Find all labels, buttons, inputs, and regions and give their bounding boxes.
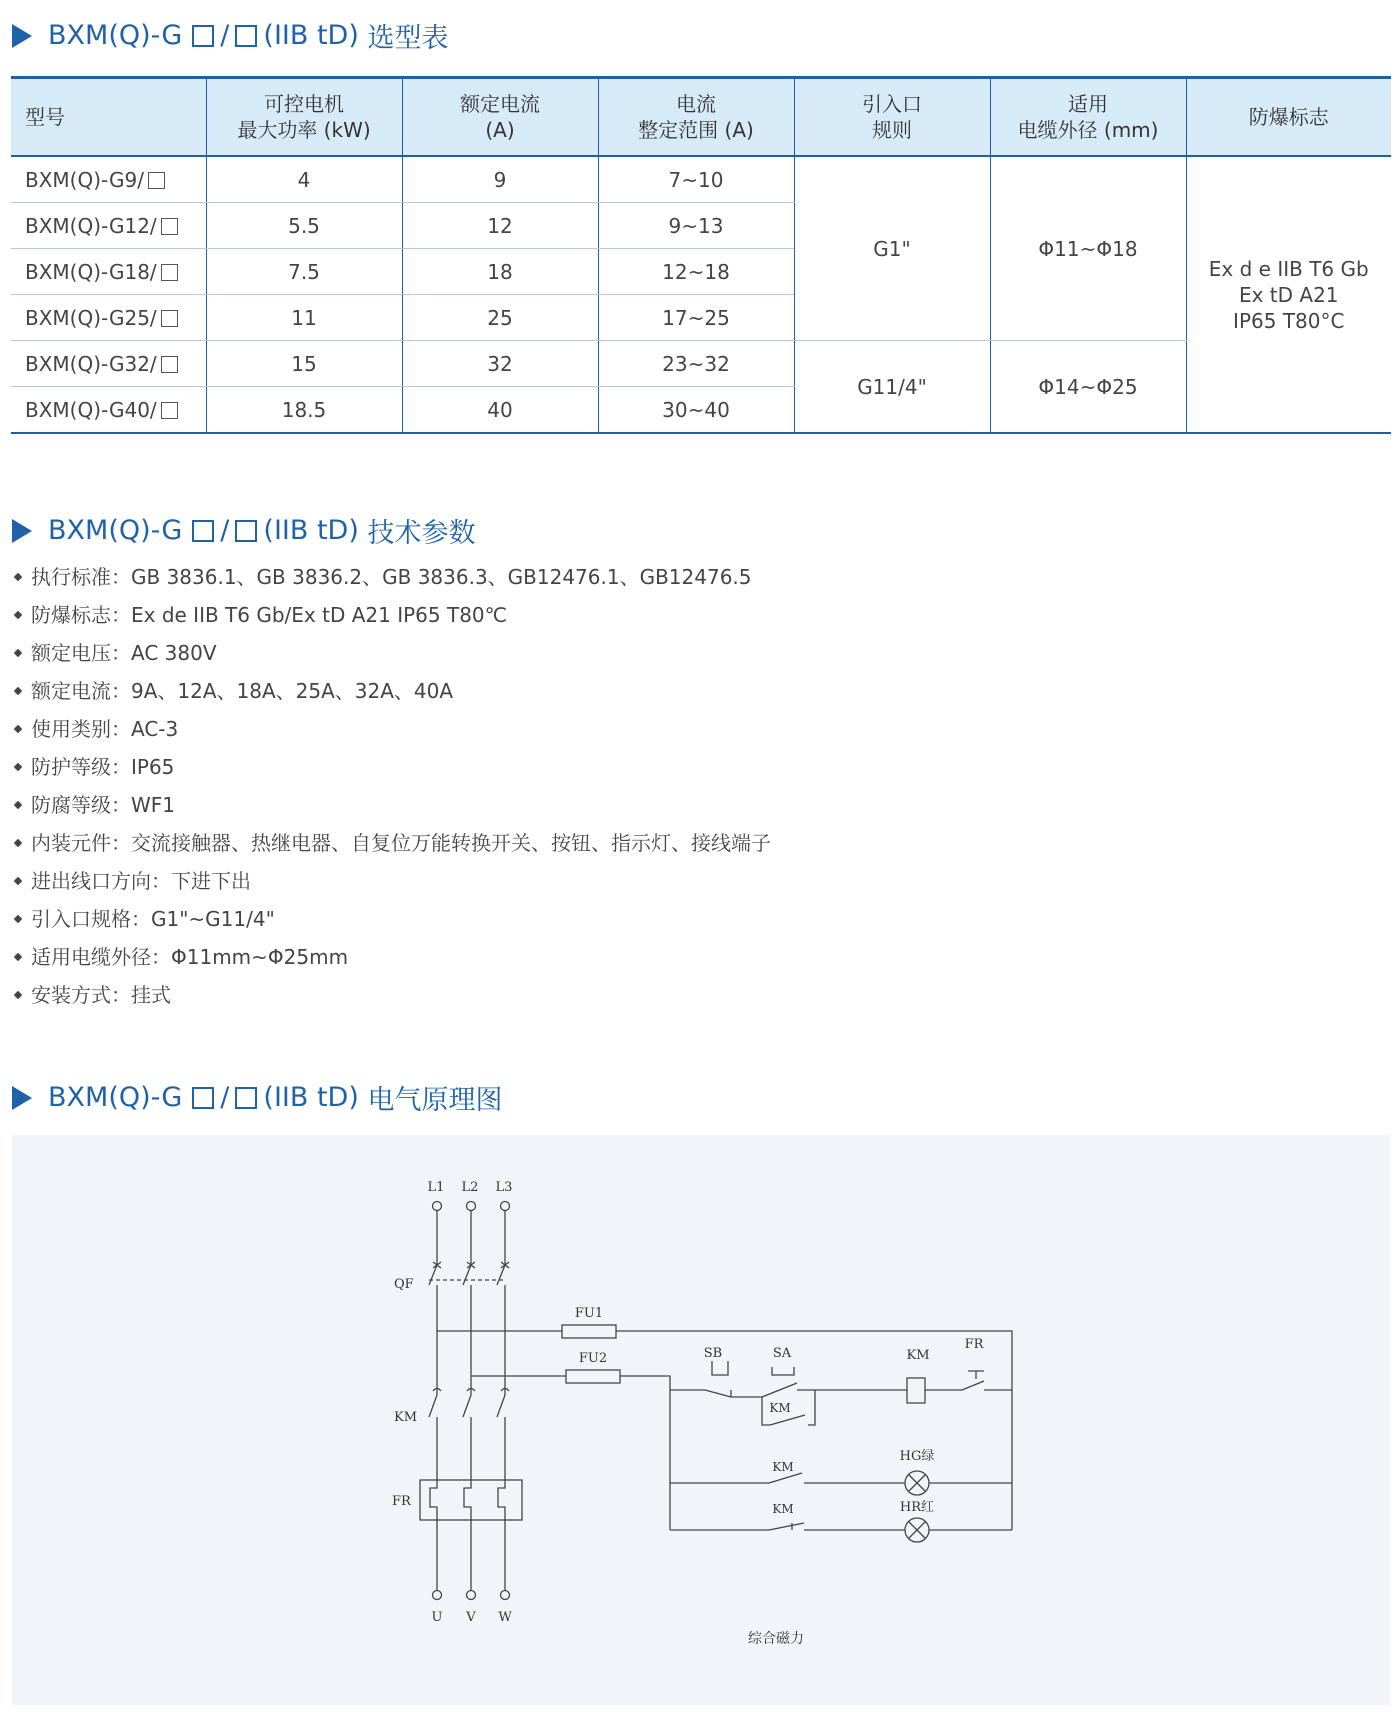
- cell-model: BXM(Q)-G9/: [11, 156, 206, 203]
- km-aux-contact: [770, 1415, 805, 1425]
- diamond-bullet-icon: [14, 611, 22, 619]
- title-text: 选型表: [367, 23, 449, 54]
- header-marking: 防爆标志: [1186, 78, 1391, 157]
- diamond-bullet-icon: [14, 991, 22, 999]
- km-main-contacts: [429, 1395, 505, 1417]
- label-l1: L1: [427, 1180, 445, 1195]
- title-model: BXM(Q)-G: [48, 515, 183, 546]
- lamp-red-cross: [909, 1522, 925, 1538]
- cell-range: 23~32: [598, 341, 794, 387]
- header-current: 额定电流 (A): [402, 78, 598, 157]
- header-model: 型号: [11, 78, 206, 157]
- fr-nc-contact: [962, 1371, 984, 1390]
- cell-model: BXM(Q)-G40/: [11, 387, 206, 434]
- label-v: V: [466, 1610, 476, 1625]
- wire-phase-low: [437, 1417, 505, 1480]
- cell-current: 32: [402, 341, 598, 387]
- diamond-bullet-icon: [14, 687, 22, 695]
- lamp-green-cross: [909, 1475, 925, 1491]
- terminal-l3: [501, 1202, 510, 1211]
- terminal-v: [467, 1591, 476, 1600]
- sb-button: [705, 1361, 731, 1397]
- table-header-row: [11, 78, 1391, 157]
- diamond-bullet-icon: [14, 573, 22, 581]
- list-item: 适用电缆外径：Φ11mm~Φ25mm: [12, 938, 771, 976]
- placeholder-box-icon: [161, 264, 178, 281]
- placeholder-box-icon: [192, 25, 214, 47]
- cell-model: BXM(Q)-G32/: [11, 341, 206, 387]
- table-row: [11, 156, 1391, 203]
- cell-range: 9~13: [598, 203, 794, 249]
- cell-range: 7~10: [598, 156, 794, 203]
- cell-model: BXM(Q)-G25/: [11, 295, 206, 341]
- placeholder-box-icon: [148, 172, 165, 189]
- label-hg: HG绿: [899, 1449, 935, 1464]
- list-item: 防爆标志：Ex de IIB T6 Gb/Ex tD A21 IP65 T80℃: [12, 596, 771, 634]
- label-qf: QF: [394, 1277, 414, 1292]
- label-km-main: KM: [394, 1410, 418, 1425]
- diamond-bullet-icon: [14, 839, 22, 847]
- placeholder-box-icon: [192, 520, 214, 542]
- sa-switch: [762, 1367, 797, 1397]
- cell-inlet-b: G11/4": [794, 341, 990, 434]
- label-fr: FR: [392, 1494, 411, 1509]
- cell-power: 5.5: [206, 203, 402, 249]
- wire-phase-top: [437, 1211, 505, 1265]
- fr-heaters: [430, 1480, 505, 1520]
- cell-model: BXM(Q)-G12/: [11, 203, 206, 249]
- placeholder-box-icon: [235, 1087, 257, 1109]
- selection-table: [11, 76, 1391, 434]
- diamond-bullet-icon: [14, 725, 22, 733]
- placeholder-box-icon: [235, 25, 257, 47]
- label-hr: HR红: [899, 1500, 935, 1515]
- cell-current: 40: [402, 387, 598, 434]
- placeholder-box-icon: [192, 1087, 214, 1109]
- header-power: 可控电机 最大功率 (kW): [206, 78, 402, 157]
- placeholder-box-icon: [235, 520, 257, 542]
- label-l3: L3: [495, 1180, 513, 1195]
- list-item: 防护等级：IP65: [12, 748, 771, 786]
- terminal-w: [501, 1591, 510, 1600]
- title-sep: /: [220, 515, 230, 546]
- circuit-diagram: [12, 1135, 1390, 1705]
- title-model: BXM(Q)-G: [48, 20, 183, 51]
- cell-range: 17~25: [598, 295, 794, 341]
- label-fu1: FU1: [574, 1306, 604, 1321]
- cell-current: 18: [402, 249, 598, 295]
- table-row: [11, 341, 1391, 387]
- params-list: [12, 558, 771, 1014]
- placeholder-box-icon: [161, 310, 178, 327]
- label-fu2: FU2: [578, 1351, 608, 1366]
- cell-cable-b: Φ14~Φ25: [990, 341, 1186, 434]
- cell-power: 15: [206, 341, 402, 387]
- list-item: 安装方式：挂式: [12, 976, 771, 1014]
- list-item: 额定电流：9A、12A、18A、25A、32A、40A: [12, 672, 771, 710]
- diamond-bullet-icon: [14, 649, 22, 657]
- placeholder-box-icon: [161, 402, 178, 419]
- placeholder-box-icon: [161, 218, 178, 235]
- cell-model: BXM(Q)-G18/: [11, 249, 206, 295]
- header-inlet: 引入口 规则: [794, 78, 990, 157]
- label-l2: L2: [461, 1180, 479, 1195]
- list-item: 额定电压：AC 380V: [12, 634, 771, 672]
- list-item: 执行标准：GB 3836.1、GB 3836.2、GB 3836.3、GB12476.1、GB12476.5: [12, 558, 771, 596]
- label-fr-contact: FR: [964, 1337, 984, 1352]
- cell-power: 11: [206, 295, 402, 341]
- cell-power: 4: [206, 156, 402, 203]
- cell-power: 18.5: [206, 387, 402, 434]
- section-title-selection: [12, 16, 448, 55]
- list-item: 使用类别：AC-3: [12, 710, 771, 748]
- list-item: 防腐等级：WF1: [12, 786, 771, 824]
- diamond-bullet-icon: [14, 915, 22, 923]
- km-green-contact: [769, 1473, 802, 1483]
- title-suffix: (IIB tD): [263, 20, 359, 51]
- diamond-bullet-icon: [14, 763, 22, 771]
- section-title-params: [12, 511, 475, 550]
- cell-current: 12: [402, 203, 598, 249]
- label-km-coil: KM: [906, 1348, 930, 1363]
- wire-phase-mid: [437, 1285, 505, 1395]
- list-item: 引入口规格：G1"~G11/4": [12, 900, 771, 938]
- placeholder-box-icon: [161, 356, 178, 373]
- cell-current: 25: [402, 295, 598, 341]
- label-km-aux: KM: [769, 1401, 791, 1415]
- list-item: 内装元件：交流接触器、热继电器、自复位万能转换开关、按钮、指示灯、接线端子: [12, 824, 771, 862]
- title-text: 电气原理图: [367, 1085, 503, 1116]
- km-coil: [907, 1378, 925, 1403]
- km-red-contact: [769, 1523, 804, 1530]
- cell-power: 7.5: [206, 249, 402, 295]
- header-range: 电流 整定范围 (A): [598, 78, 794, 157]
- label-u: U: [431, 1610, 443, 1625]
- diamond-bullet-icon: [14, 953, 22, 961]
- cell-marking: Ex d e IIB T6 Gb Ex tD A21 IP65 T80°C: [1186, 156, 1391, 433]
- fuse-fu2: [566, 1370, 620, 1383]
- title-sep: /: [220, 1082, 230, 1113]
- label-km-red: KM: [772, 1502, 794, 1516]
- list-item: 进出线口方向：下进下出: [12, 862, 771, 900]
- terminal-l2: [467, 1202, 476, 1211]
- label-sa: SA: [772, 1346, 792, 1361]
- title-text: 技术参数: [367, 518, 476, 549]
- label-w: W: [498, 1610, 512, 1625]
- title-suffix: (IIB tD): [263, 515, 359, 546]
- cell-range: 30~40: [598, 387, 794, 434]
- cell-range: 12~18: [598, 249, 794, 295]
- wire-phase-out: [437, 1520, 505, 1590]
- label-km-green: KM: [772, 1460, 794, 1474]
- diamond-bullet-icon: [14, 877, 22, 885]
- triangle-bullet-icon: [12, 24, 32, 48]
- section-title-diagram: [12, 1078, 502, 1117]
- title-suffix: (IIB tD): [263, 1082, 359, 1113]
- header-cable: 适用 电缆外径 (mm): [990, 78, 1186, 157]
- fuse-fu1: [562, 1325, 616, 1338]
- title-sep: /: [220, 20, 230, 51]
- cell-current: 9: [402, 156, 598, 203]
- cell-cable-a: Φ11~Φ18: [990, 156, 1186, 341]
- diagram-caption: 综合磁力: [748, 1631, 804, 1647]
- cell-inlet-a: G1": [794, 156, 990, 341]
- diamond-bullet-icon: [14, 801, 22, 809]
- triangle-bullet-icon: [12, 1086, 32, 1110]
- triangle-bullet-icon: [12, 519, 32, 543]
- terminal-l1: [433, 1202, 442, 1211]
- terminal-u: [433, 1591, 442, 1600]
- label-sb: SB: [703, 1346, 723, 1361]
- title-model: BXM(Q)-G: [48, 1082, 183, 1113]
